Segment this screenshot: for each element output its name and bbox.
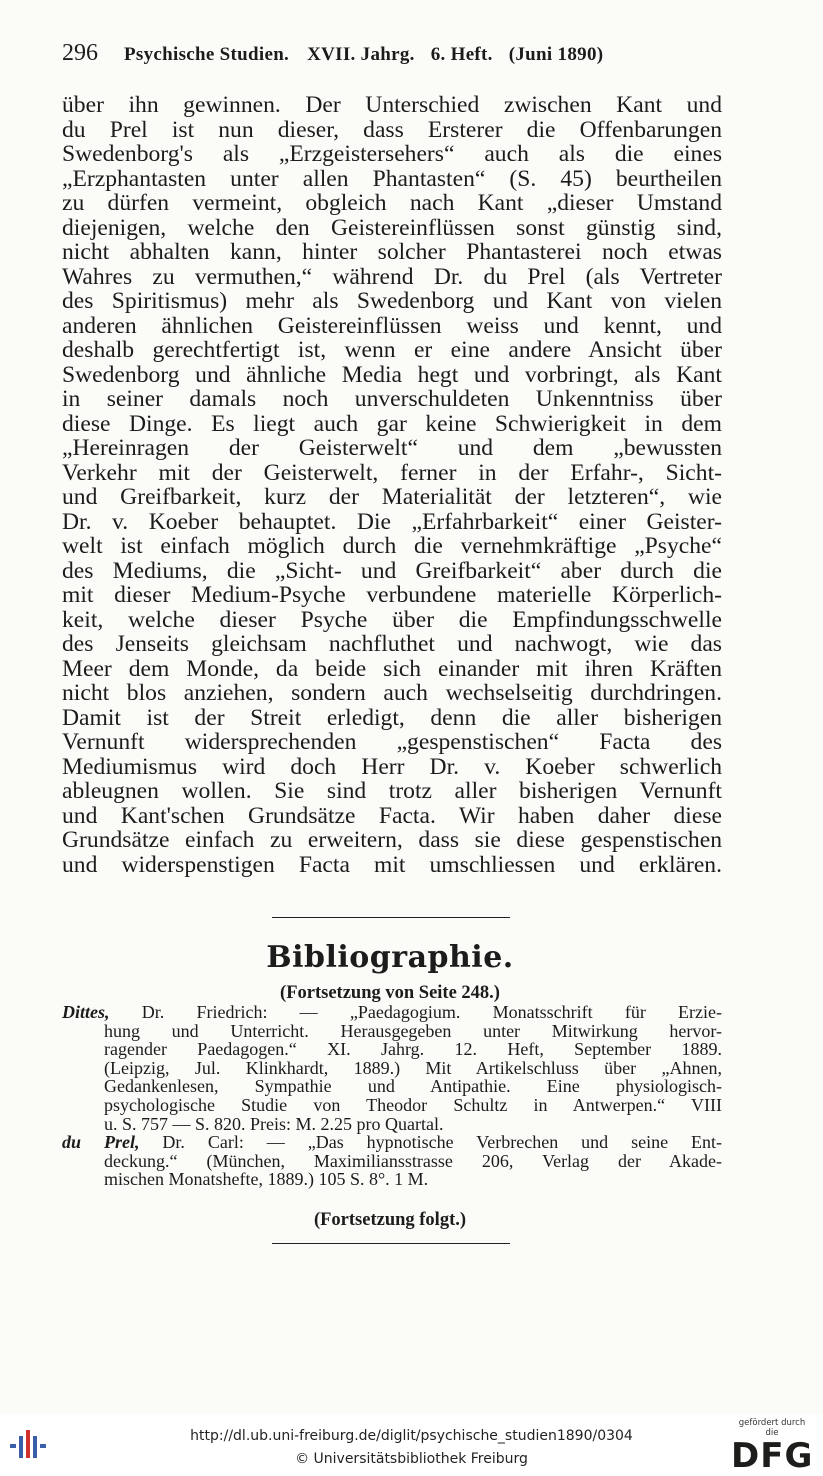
entry-line: Dr. Friedrich: — „Paedagogium. Monatsschrift für Erzie-: [141, 1002, 722, 1022]
body-line: Grundsätze einfach zu erweitern, dass sie diese gespenstischen: [62, 827, 722, 853]
body-line: mit dieser Medium-Psyche verbundene materielle Körperlich-: [62, 582, 722, 608]
page-number: 296: [62, 40, 98, 66]
entry-line: Gedankenlesen, Sympathie und Antipathie. Eine physiologisch-: [104, 1076, 722, 1097]
entry-line: hung und Unterricht. Herausgegeben unter Mitwirkung hervor-: [104, 1020, 722, 1041]
body-line: Swedenborg's als „Erzgeistersehers“ auch als die eines: [62, 141, 722, 167]
body-line: nicht blos anziehen, sondern auch wechselseitig durchdringen.: [62, 680, 722, 706]
body-line: nicht abhalten kann, hinter solcher Phantasterei noch etwas: [62, 239, 722, 265]
body-line: über ihn gewinnen. Der Unterschied zwischen Kant und: [62, 92, 722, 118]
body-line: Swedenborg und ähnliche Media hegt und vorbringt, als Kant: [62, 361, 722, 388]
dfg-logo-icon: [731, 1418, 814, 1476]
bibliography-entry: [62, 1003, 722, 1133]
body-line: des Jenseits gleichsam nachfluthet und nachwogt, wie das: [62, 631, 722, 657]
bibliography-entry: [62, 1133, 722, 1189]
copyright-notice: © Universitätsbibliothek Freiburg: [295, 1451, 528, 1467]
body-line: Damit ist der Streit erledigt, denn die aller bisherigen: [62, 704, 722, 731]
entry-author: Dittes,: [62, 1002, 110, 1022]
body-text: [62, 93, 722, 877]
issue-date: (Juni 1890): [508, 44, 604, 65]
body-line: keit, welche dieser Psyche über die Empfindungsschwelle: [62, 606, 722, 633]
entry-line: mischen Monatshefte, 1889.) 105 S. 8°. 1 M.: [104, 1169, 429, 1190]
body-line: ableugnen wollen. Sie sind trotz aller bisherigen Vernunft: [62, 778, 722, 804]
continuation-note: (Fortsetzung von Seite 248.): [280, 983, 500, 1003]
body-line: „Hereinragen der Geisterwelt“ und dem „bewussten: [62, 435, 722, 461]
entry-line: u. S. 757 — S. 820. Preis: M. 2.25 pro Quartal.: [104, 1113, 444, 1134]
body-line: welt ist einfach möglich durch die vernehmkräftige „Psyche“: [62, 533, 722, 559]
body-line: Vernunft widersprechenden „gespenstischen“ Facta des: [62, 729, 722, 755]
bibliography-entries: [62, 1003, 722, 1189]
body-line: Mediumismus wird doch Herr Dr. v. Koeber schwerlich: [62, 753, 722, 780]
section-heading: Bibliographie.: [266, 940, 514, 975]
dfg-logo-text: DFG: [731, 1436, 814, 1476]
body-line: und Kant'schen Grundsätze Facta. Wir haben daher diese: [62, 802, 722, 829]
body-line: diese Dinge. Es liegt auch gar keine Schwierigkeit in dem: [62, 410, 722, 437]
to-be-continued-note: (Fortsetzung folgt.): [313, 1210, 467, 1230]
entry-line: psychologische Studie von Theodor Schultz in Antwerpen.“ VIII: [104, 1094, 722, 1115]
body-line: des Mediums, die „Sicht- und Greifbarkeit“ aber durch die: [62, 557, 722, 584]
issue: 6. Heft.: [430, 44, 493, 65]
body-line: Verkehr mit der Geisterwelt, ferner in der Erfahr-, Sicht-: [62, 459, 722, 486]
body-line: in seiner damals noch unverschuldeten Unkenntniss über: [62, 386, 722, 412]
entry-author: du Prel,: [62, 1132, 140, 1153]
body-line: zu dürfen vermeint, obgleich nach Kant „dieser Umstand: [62, 190, 722, 216]
body-line: Dr. v. Koeber behauptet. Die „Erfahrbarkeit“ einer Geister-: [62, 508, 722, 535]
body-line: du Prel ist nun dieser, dass Ersterer die Offenbarungen: [62, 116, 722, 143]
body-line: und Greifbarkeit, kurz der Materialität der letzteren“, wie: [62, 484, 722, 510]
body-line: des Spiritismus) mehr als Swedenborg und Kant von vielen: [62, 288, 722, 314]
running-head: [62, 40, 698, 67]
volume: XVII. Jahrg.: [307, 44, 415, 65]
document-url[interactable]: http://dl.ub.uni-freiburg.de/diglit/psychische_studien1890/0304: [190, 1428, 633, 1444]
viewer-footer: [0, 1414, 823, 1474]
entry-line: deckung.“ (München, Maximiliansstrasse 206, Verlag der Akade-: [104, 1150, 722, 1171]
body-line: diejenigen, welche den Geistereinflüssen sonst günstig sind,: [62, 214, 722, 241]
body-line: „Erzphantasten unter allen Phantasten“ (S. 45) beurtheilen: [62, 165, 722, 192]
journal-title: Psychische Studien.: [124, 44, 290, 65]
entry-line: Dr. Carl: — „Das hypnotische Verbrechen und seine Ent-: [162, 1132, 723, 1153]
entry-line: ragender Paedagogen.“ XI. Jahrg. 12. Heft, September 1889.: [104, 1039, 722, 1060]
body-line: deshalb gerechtfertigt ist, wenn er eine andere Ansicht über: [62, 337, 722, 363]
section-divider: [272, 917, 510, 918]
entry-first-line: [62, 1133, 722, 1152]
dfg-funding-text: gefördert durch die: [738, 1418, 806, 1438]
entry-line: (Leipzig, Jul. Klinkhardt, 1889.) Mit Artikelschluss über „Ahnen,: [104, 1057, 722, 1078]
body-line: und widerspenstigen Facta mit umschliessen und erklären.: [62, 851, 722, 878]
section-divider: [272, 1243, 510, 1244]
body-line: Meer dem Monde, da beide sich einander mit ihren Kräften: [62, 655, 722, 682]
entry-first-line: [62, 1003, 722, 1022]
body-line: anderen ähnlichen Geistereinflüssen weiss und kennt, und: [62, 312, 722, 339]
body-line: Wahres zu vermuthen,“ während Dr. du Prel (als Vertreter: [62, 263, 722, 290]
